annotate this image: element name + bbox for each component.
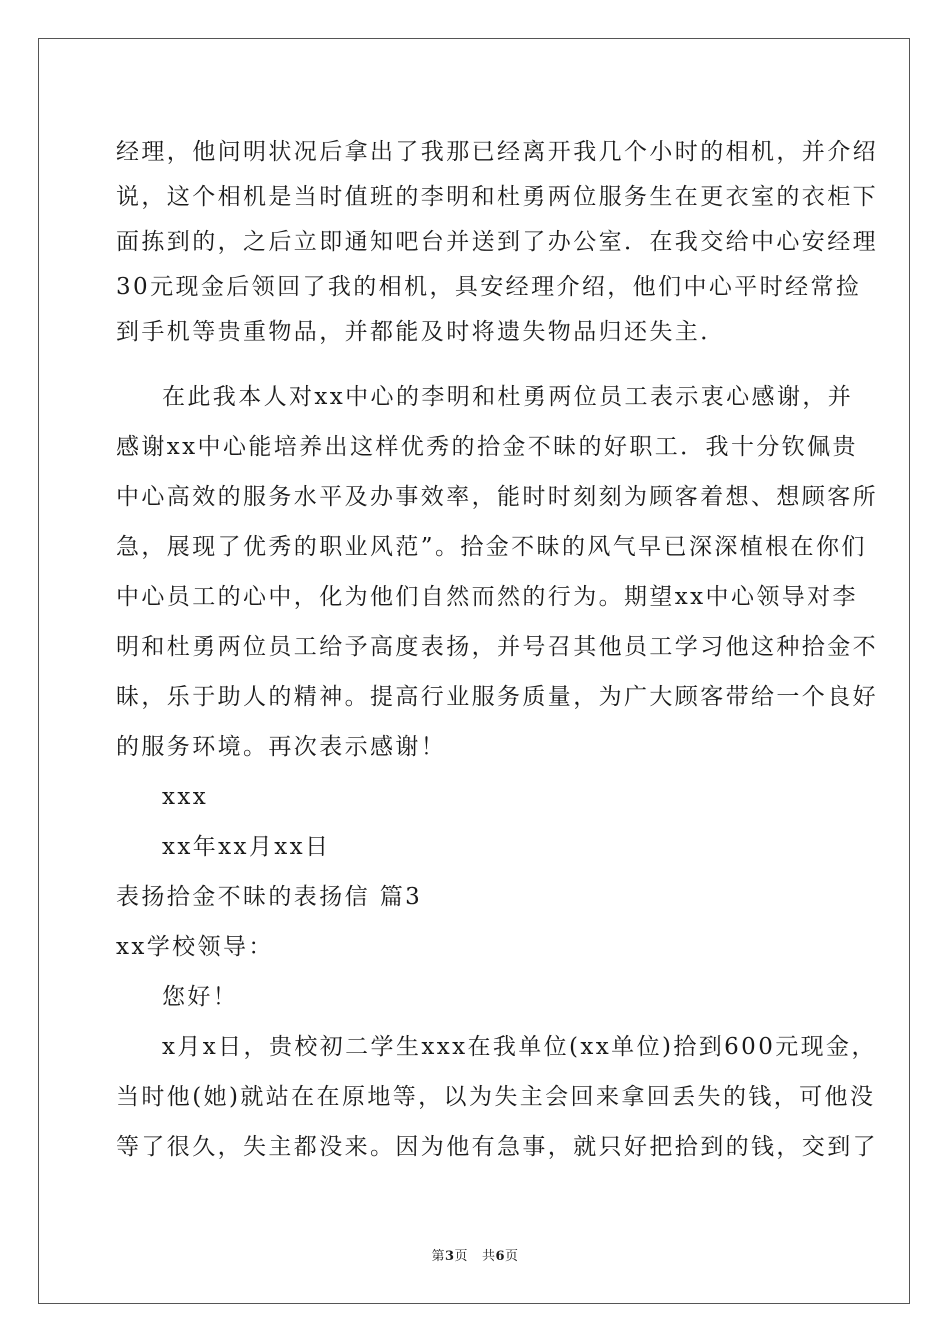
paragraph3-line: 当时他(她)就站在在原地等，以为失主会回来拿回丢失的钱，可他没 — [116, 1084, 876, 1110]
paragraph2-line: 在此我本人对xx中心的李明和杜勇两位员工表示衷心感谢，并 — [162, 384, 854, 410]
page-prefix: 第 — [431, 1249, 445, 1264]
page-total: 6 — [495, 1249, 506, 1264]
paragraph1-line: 面拣到的，之后立即通知吧台并送到了办公室．在我交给中心安经理 — [116, 229, 878, 255]
paragraph2-line: 感谢xx中心能培养出这样优秀的拾金不昧的好职工．我十分钦佩贵 — [116, 434, 858, 460]
page-suffix: 页 — [454, 1249, 469, 1264]
paragraph3-line: 等了很久，失主都没来。因为他有急事，就只好把拾到的钱，交到了 — [116, 1134, 878, 1160]
paragraph1-line: 30元现金后领回了我的相机，具安经理介绍，他们中心平时经常捡 — [116, 274, 862, 300]
date: xx年xx月xx日 — [162, 834, 331, 860]
salutation: xx学校领导： — [116, 934, 274, 960]
paragraph1-line: 说，这个相机是当时值班的李明和杜勇两位服务生在更衣室的衣柜下 — [116, 184, 878, 210]
paragraph3-line: x月x日，贵校初二学生xxx在我单位(xx单位)拾到600元现金， — [162, 1034, 877, 1060]
total-suffix: 页 — [505, 1249, 519, 1264]
paragraph1-line: 经理，他问明状况后拿出了我那已经离开我几个小时的相机，并介绍 — [116, 139, 878, 165]
page-current: 3 — [444, 1249, 455, 1264]
section-title: 表扬拾金不昧的表扬信 篇3 — [116, 884, 423, 910]
greeting: 您好！ — [162, 984, 239, 1010]
paragraph2-line: 的服务环境。再次表示感谢！ — [116, 734, 447, 760]
paragraph2-line: 急，展现了优秀的职业风范”。拾金不昧的风气早已深深植根在你们 — [116, 534, 867, 560]
signature: xxx — [162, 784, 209, 810]
paragraph2-line: 昧，乐于助人的精神。提高行业服务质量，为广大顾客带给一个良好 — [116, 684, 878, 710]
paragraph2-line: 中心高效的服务水平及办事效率，能时时刻刻为顾客着想、想顾客所 — [116, 484, 878, 510]
paragraph2-line: 明和杜勇两位员工给予高度表扬，并号召其他员工学习他这种拾金不 — [116, 634, 878, 660]
paragraph2-line: 中心员工的心中，化为他们自然而然的行为。期望xx中心领导对李 — [116, 584, 858, 610]
page-footer — [0, 1248, 950, 1266]
total-prefix: 共 — [481, 1249, 496, 1264]
paragraph1-line: 到手机等贵重物品，并都能及时将遗失物品归还失主． — [116, 319, 726, 345]
